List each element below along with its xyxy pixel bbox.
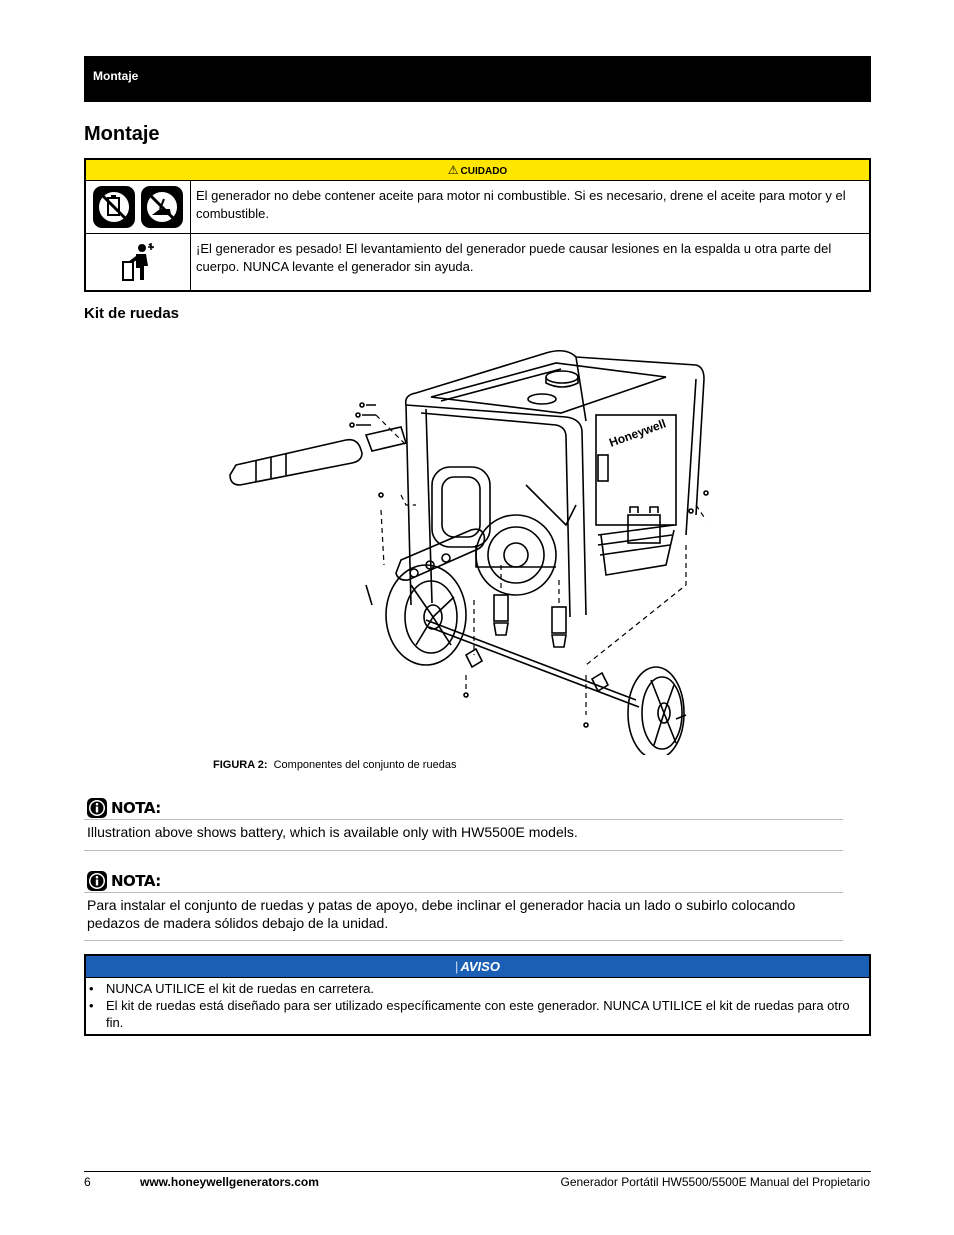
aviso-box [84,954,871,1036]
caution-heading: CUIDADO [460,166,508,177]
aviso-header [86,956,869,978]
figure-caption-text: Componentes del conjunto de ruedas [273,759,457,771]
aviso-heading: AVISO [460,959,500,974]
aviso-bar-icon: | [455,959,459,974]
aviso-item: • NUNCA UTILICE el kit de ruedas en carretera. [106,980,861,997]
wheel-kit-title: Kit de ruedas [84,305,180,322]
figure-label: FIGURA 2: [213,759,268,771]
caution-table [84,158,871,292]
footer-page-number: 6 [84,1175,91,1189]
figure-brand-label: Honeywell [607,416,668,450]
header-section-label: Montaje [93,69,139,83]
note-header [84,870,843,892]
caution-row [86,234,869,290]
caution-text: El generador no debe contener aceite para motor ni combustible. Si es necesario, drene el aceite para motor y el combustible. [196,188,846,221]
info-icon [87,871,107,891]
heavy-lifting-icon [120,242,156,282]
caution-icons [86,181,191,233]
caution-header [86,160,869,181]
no-oil-icon [140,185,184,229]
figure-caption [213,759,456,771]
no-fuel-icon [92,185,136,229]
note-box [84,870,843,941]
aviso-list [86,978,869,1034]
info-icon [87,798,107,818]
note-heading: NOTA: [111,872,161,890]
header-bar [84,56,871,102]
page-title: Montaje [84,123,160,145]
caution-icons [86,234,191,290]
footer-divider [84,1171,871,1172]
footer-doc-title: Generador Portátil HW5500/5500E Manual del Propietario [560,1175,870,1189]
note-text: Illustration above shows battery, which is available only with HW5500E models. [84,819,843,851]
note-header [84,797,843,819]
wheel-kit-figure [226,335,726,755]
caution-row [86,181,869,234]
footer-url: www.honeywellgenerators.com [140,1175,319,1189]
note-heading: NOTA: [111,799,161,817]
note-box [84,797,843,851]
aviso-item: • El kit de ruedas está diseñado para ser utilizado específicamente con este generador. NUNCA UTILICE el kit de ruedas para otro fin. [106,997,861,1031]
warning-triangle-icon: ⚠ [447,163,459,177]
note-text: Para instalar el conjunto de ruedas y patas de apoyo, debe inclinar el generador hacia un lado o subirlo colocando pedazos de madera sólidos debajo de la unidad. [84,892,843,941]
caution-text: ¡El generador es pesado! El levantamiento del generador puede causar lesiones en la espalda u otra parte del cuerpo. NUNCA levante el generador sin ayuda. [196,241,832,274]
